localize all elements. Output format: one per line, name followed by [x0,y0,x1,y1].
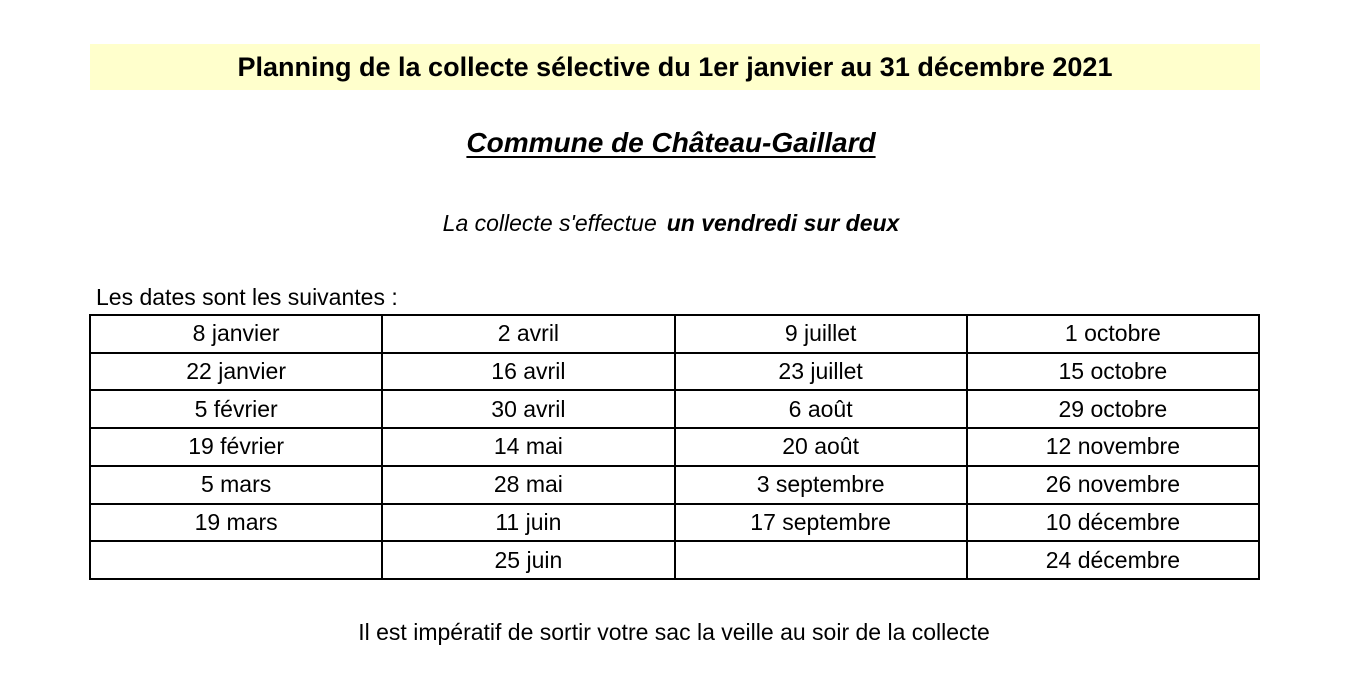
commune-heading: Commune de Château-Gaillard [466,127,876,158]
date-cell: 1 octobre [967,315,1259,353]
date-cell: 17 septembre [675,504,967,542]
date-cell: 19 février [90,428,382,466]
date-cell: 2 avril [382,315,674,353]
collection-frequency [0,210,1342,237]
footer-note: Il est impératif de sortir votre sac la veille au soir de la collecte [358,619,990,645]
page-title: Planning de la collecte sélective du 1er janvier au 31 décembre 2021 [237,51,1113,82]
date-cell: 25 juin [382,541,674,579]
date-cell: 14 mai [382,428,674,466]
date-cell: 8 janvier [90,315,382,353]
dates-intro: Les dates sont les suivantes : [96,284,398,310]
date-cell: 3 septembre [675,466,967,504]
table-row [90,504,1259,542]
date-cell: 30 avril [382,390,674,428]
date-cell: 20 août [675,428,967,466]
date-cell: 26 novembre [967,466,1259,504]
table-row [90,315,1259,353]
date-cell [675,541,967,579]
date-cell: 5 février [90,390,382,428]
title-banner [90,44,1260,90]
table-row [90,466,1259,504]
collection-dates-table [89,314,1260,580]
date-cell: 22 janvier [90,353,382,391]
date-cell: 10 décembre [967,504,1259,542]
table-row [90,353,1259,391]
date-cell: 6 août [675,390,967,428]
date-cell: 24 décembre [967,541,1259,579]
date-cell: 5 mars [90,466,382,504]
date-cell: 28 mai [382,466,674,504]
date-cell: 9 juillet [675,315,967,353]
date-cell: 11 juin [382,504,674,542]
table-row [90,541,1259,579]
table-row [90,390,1259,428]
date-cell: 29 octobre [967,390,1259,428]
date-cell: 23 juillet [675,353,967,391]
frequency-emphasis: un vendredi sur deux [666,210,900,236]
date-cell: 19 mars [90,504,382,542]
date-cell [90,541,382,579]
date-cell: 12 novembre [967,428,1259,466]
frequency-prefix: La collecte s'effectue [442,210,657,236]
date-cell: 16 avril [382,353,674,391]
table-row [90,428,1259,466]
date-cell: 15 octobre [967,353,1259,391]
